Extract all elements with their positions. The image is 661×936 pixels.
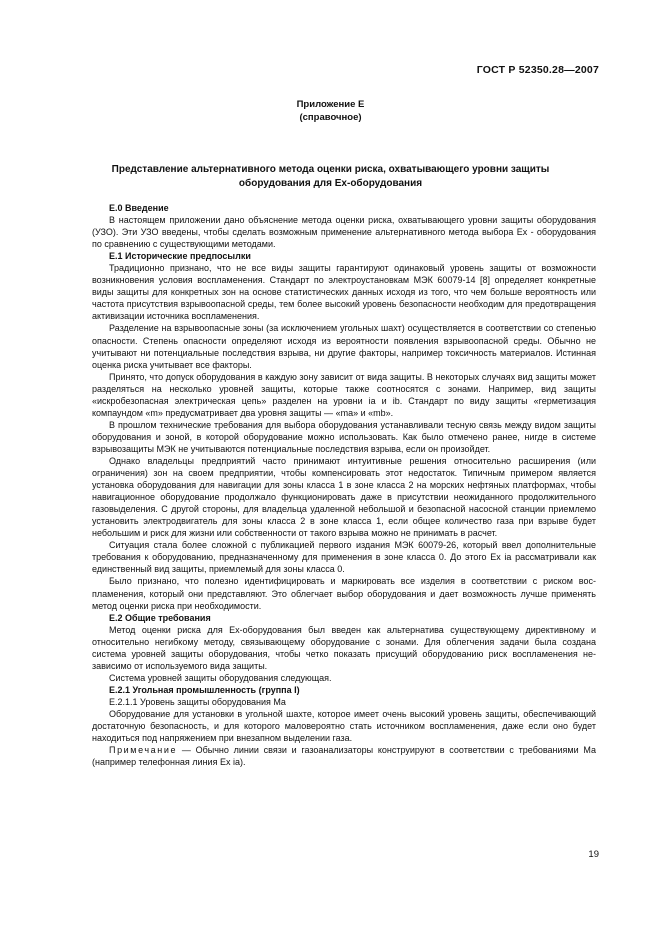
- paragraph: Метод оценки риска для Ex-оборудования был введен как альтернатива существующему директивному и относительно негибкому методу, связывающему оборудование с зонами. Для облегчения задачи была создана система уровней защиты оборудования, чтобы четко показать присущий оборудованию риск воспламенения независимо от используемого вида защиты.: [92, 624, 596, 671]
- paragraph: В настоящем приложении дано объяснение метода оценки риска, охватывающего уровни защиты оборудования (УЗО). Эти УЗО введены, чтобы сделать возможным применение альтернативного метода выбора Ex - оборудования по сравнению с существующими методами.: [92, 215, 596, 250]
- note: [92, 744, 596, 768]
- page-number: 19: [588, 849, 599, 860]
- paragraph: Принято, что допуск оборудования в каждую зону зависит от вида защиты. В некоторых случаях вид защиты может разделяться на несколько уровней защиты, которые также соотносятся с зонами. Например, вид защиты «искробезопасная электрическая цепь» разделен на уровни ia и ib. Стандарт по виду защиты «герметизация компаундом «m» предусматривает два уровня защиты — «ma» и «mb».: [92, 371, 596, 418]
- appendix-title: Приложение Е: [296, 99, 365, 110]
- clause-heading: Е.2.1.1 Уровень защиты оборудования Ma: [109, 696, 286, 707]
- paragraph: Оборудование для установки в угольной шахте, которое имеет очень высокий уровень защиты, обеспечивающий достаточную безопасность, и для которого маловероятно стать источником воспламенения, даже если оно будет находиться под напряжением при внезапном выделении газа.: [92, 708, 596, 744]
- paragraph: Ситуация стала более сложной с публикацией первого издания МЭК 60079-26, который ввел дополнительные требования к оборудованию, предназначенному для применения в зоне класса 0. До этого Ex ia рассматривали как единственный вид защиты, приемлемый для зоны класса 0.: [92, 540, 596, 575]
- appendix-subtitle: (справочное): [299, 112, 362, 123]
- paragraph: Традиционно признано, что не все виды защиты гарантируют одинаковый уровень защиты от возможности возникновения условия воспламенения. Стандарт по электроустановкам МЭК 60079-14 [8] определяет конкретные виды защиты для конкретных зон на основе статистических данных исходя из того, что чем больше вероятность или частота присутствия взрывоопасной среды, тем более высокий уровень безопасности необходим для предотвращения активизации источника воспламенения.: [92, 263, 596, 322]
- section-heading: Е.2 Общие требования: [109, 612, 211, 623]
- subsection-heading: Е.2.1 Угольная промышленность (группа I): [109, 684, 300, 695]
- paragraph: Однако владельцы предприятий часто принимают интуитивные решения относительно расширения (или ограничения) зон на своем предприятии, чтобы компенсировать этот недостаток. Типичным примером является установка оборудования для навигации для зоны класса 1 в зоне класса 2 на морских нефтяных платформах, чтобы навигационное оборудование продолжало функционировать даже в присутствии неожиданного продолжительного газовыделения. С другой стороны, для владельца удаленной небольшой и безопасной насосной станции приемлемо установить электродвигатель для зоны класса 2 в зоне класса 1, если общее количество газа при взрыве будет небольшим и риск для жизни или собственности от такого взрыва можно не принимать в расчет.: [92, 455, 596, 539]
- note-label: Примечание: [109, 745, 178, 756]
- paragraph: Разделение на взрывоопасные зоны (за исключением угольных шахт) осуществляется в соответствии со степенью опасности. Степень опасности определяют исходя из вероятности появления взрывоопасной среды. Обычно не учитывают ни потенциальные последствия взрыва, ни другие факторы, например токсичность материалов. Истинная оценка риска учитывает все факторы.: [92, 323, 596, 370]
- appendix-heading: [0, 98, 661, 124]
- note-text: — Обычно линии связи и газоанализаторы конструируют в соответствии с требованиями Ма (например телефонная линия Ex ia).: [92, 745, 596, 768]
- appendix-main-title: [70, 163, 591, 190]
- document-code: ГОСТ Р 52350.28—2007: [476, 64, 599, 76]
- section-heading: Е.1 Исторические предпосылки: [109, 251, 251, 262]
- title-line-1: Представление альтернативного метода оценки риска, охватывающего уровни защиты: [111, 164, 550, 175]
- document-body: [92, 202, 596, 768]
- paragraph: Система уровней защиты оборудования следующая.: [109, 672, 332, 683]
- paragraph: В прошлом технические требования для выбора оборудования устанавливали тесную связь между видом защиты оборудования и зоной, в которой оборудование можно использовать. Как было отмечено ранее, нигде в системе взрывозащиты МЭК не учитываются потенциальные последствия взрыва, если он произойдет.: [92, 419, 596, 454]
- paragraph: Было признано, что полезно идентифицировать и маркировать все изделия в соответствии с риском воспламенения, который они представляют. Это облегчает выбор оборудования и дает возможность лучше применять метод оценки риска при необходимости.: [92, 576, 596, 611]
- section-heading: Е.0 Введение: [109, 203, 169, 213]
- title-line-2: оборудования для Ex-оборудования: [238, 177, 423, 189]
